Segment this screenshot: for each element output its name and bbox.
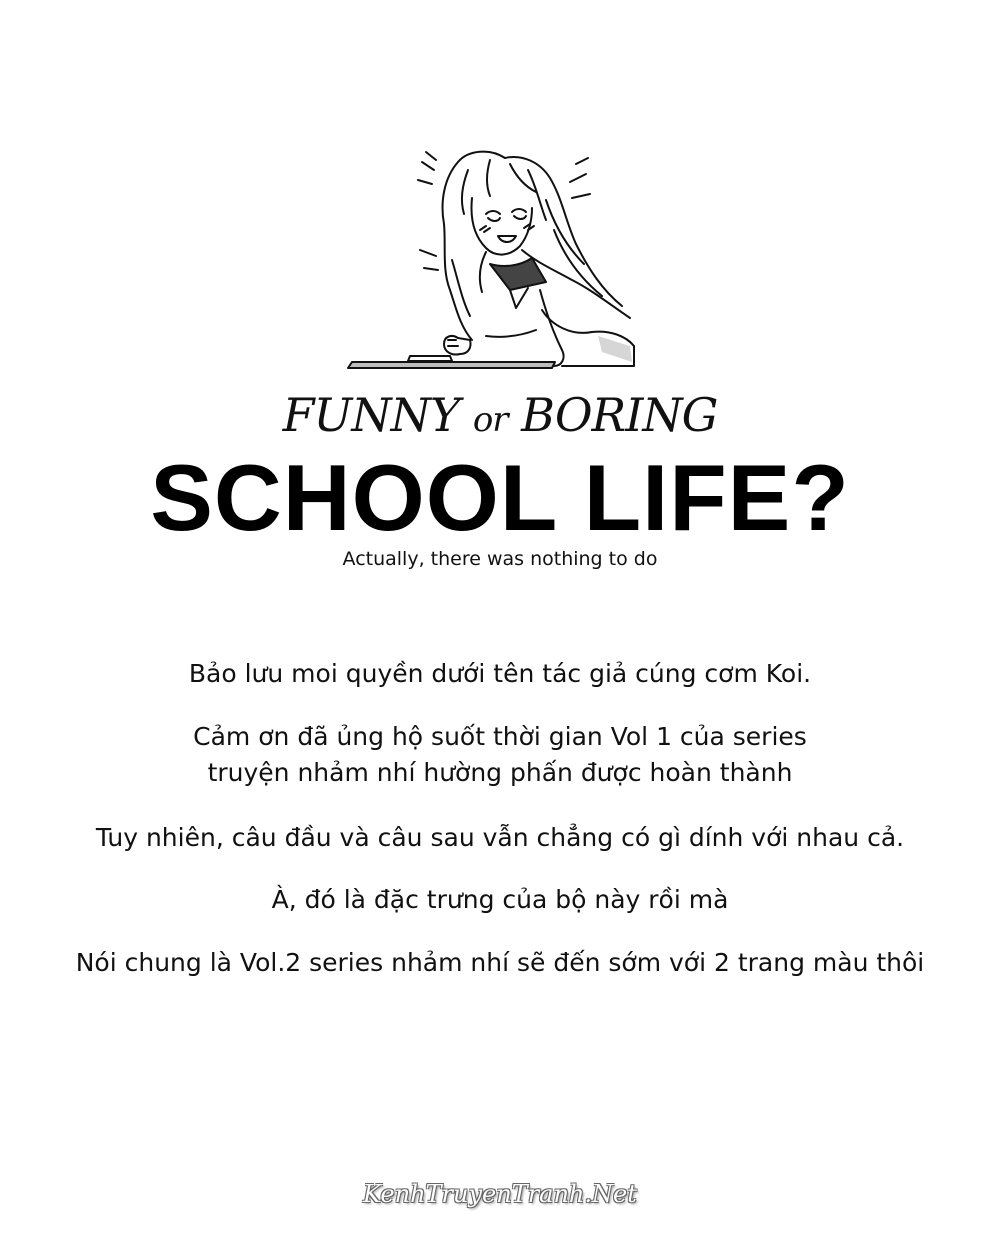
paragraph-characteristic: À, đó là đặc trưng của bộ này rồi mà	[271, 885, 729, 914]
paragraph-however: Tuy nhiên, câu đầu và câu sau vẫn chẳng có gì dính với nhau cả.	[95, 823, 905, 852]
title-or-text: or	[472, 400, 508, 440]
paragraph-thanks-line1: Cảm ơn đã ủng hộ suốt thời gian Vol 1 của series	[193, 722, 807, 751]
title-funny-or-boring	[0, 388, 1000, 442]
title-funny-text: FUNNY	[282, 388, 473, 442]
girl-at-desk-illustration	[340, 140, 650, 375]
tagline: Actually, there was nothing to do	[342, 548, 658, 570]
title-boring-text: BORING	[507, 388, 718, 442]
paragraph-copyright: Bảo lưu moi quyền dưới tên tác giả cúng cơm Koi.	[188, 659, 812, 688]
watermark: KenhTruyenTranh.Net	[363, 1180, 637, 1208]
paragraph-vol2-announcement: Nói chung là Vol.2 series nhảm nhí sẽ đến sớm với 2 trang màu thôi	[75, 948, 925, 977]
title-school-life: SCHOOL LIFE?	[150, 445, 850, 550]
paragraph-thanks-line2: truyện nhảm nhí hường phấn được hoàn thành	[207, 758, 793, 787]
